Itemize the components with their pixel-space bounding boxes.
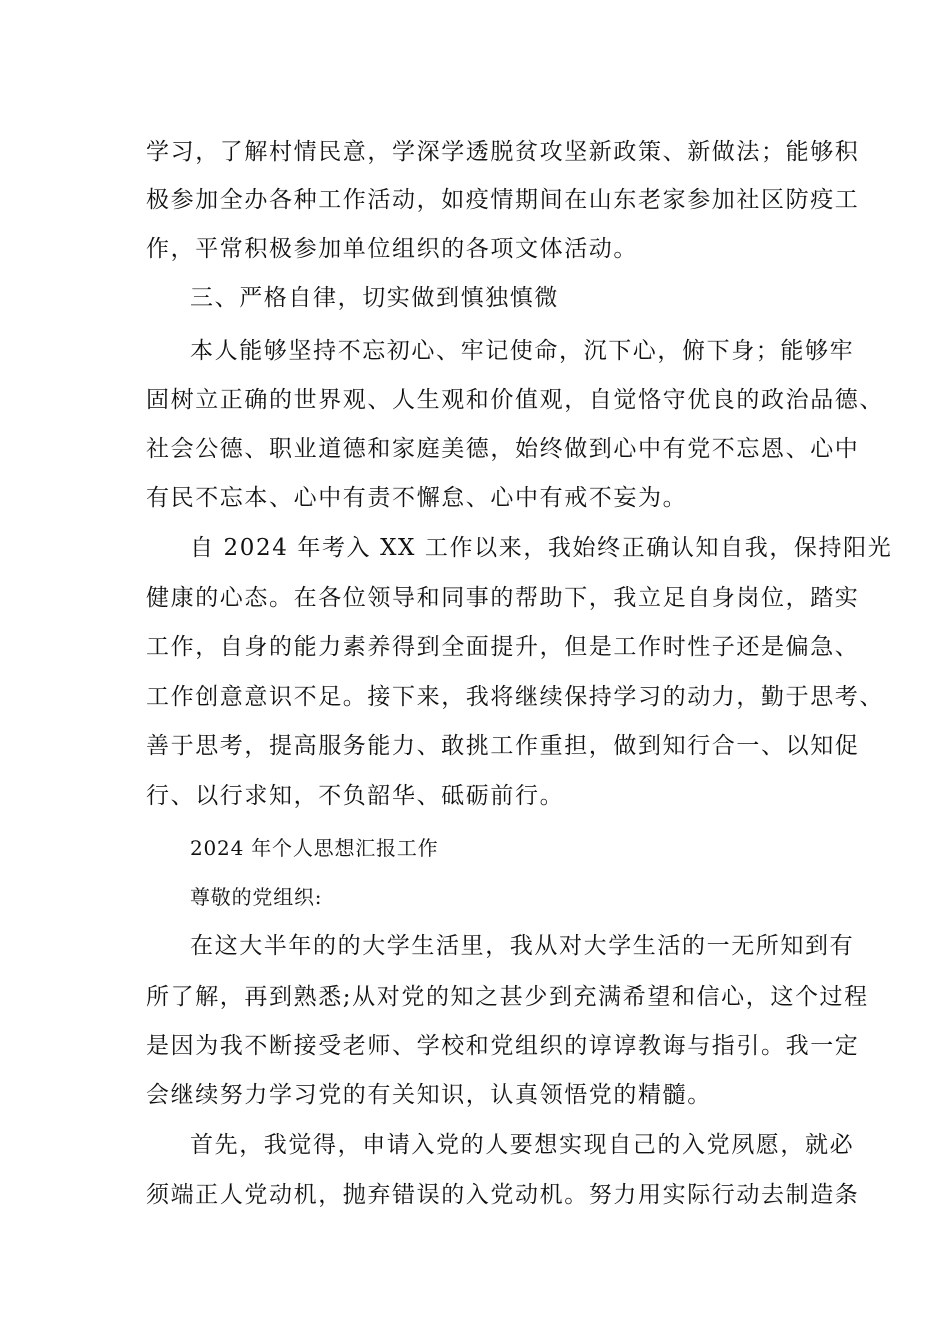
text-line: 是因为我不断接受老师、学校和党组织的谆谆教诲与指引。我一定 bbox=[146, 1033, 860, 1059]
text-line: 自 2024 年考入 XX 工作以来，我始终正确认知自我，保持阳光 bbox=[190, 535, 893, 561]
text-line: 固树立正确的世界观、人生观和价值观，自觉恪守优良的政治品德、 bbox=[146, 387, 884, 413]
text-line: 有民不忘本、心中有责不懈怠、心中有戒不妄为。 bbox=[146, 485, 688, 511]
text-line: 所了解，再到熟悉;从对党的知之甚少到充满希望和信心，这个过程 bbox=[146, 984, 869, 1010]
text-line: 须端正人党动机，抛弃错误的入党动机。努力用实际行动去制造条 bbox=[146, 1182, 860, 1208]
text-line: 健康的心态。在各位领导和同事的帮助下，我立足自身岗位，踏实 bbox=[146, 585, 860, 611]
text-line: 首先，我觉得，申请入党的人要想实现自己的入党夙愿，就必 bbox=[190, 1132, 855, 1158]
text-line: 在这大半年的的大学生活里，我从对大学生活的一无所知到有 bbox=[190, 933, 855, 959]
text-line: 工作，自身的能力素养得到全面提升，但是工作时性子还是偏急、 bbox=[146, 634, 860, 660]
text-line: 善于思考，提高服务能力、敢挑工作重担，做到知行合一、以知促 bbox=[146, 733, 860, 759]
text-line: 会继续努力学习党的有关知识，认真领悟党的精髓。 bbox=[146, 1082, 712, 1108]
section-heading: 三、严格自律，切实做到慎独慎微 bbox=[190, 285, 559, 311]
text-line: 作，平常积极参加单位组织的各项文体活动。 bbox=[146, 236, 638, 262]
salutation: 尊敬的党组织: bbox=[190, 885, 323, 909]
text-line: 本人能够坚持不忘初心、牢记使命，沉下心，俯下身；能够牢 bbox=[190, 338, 855, 364]
text-line: 学习，了解村情民意，学深学透脱贫攻坚新政策、新做法；能够积 bbox=[146, 139, 860, 165]
text-line: 极参加全办各种工作活动，如疫情期间在山东老家参加社区防疫工 bbox=[146, 187, 860, 213]
text-line: 工作创意意识不足。接下来，我将继续保持学习的动力，勤于思考、 bbox=[146, 684, 884, 710]
section-title: 2024 年个人思想汇报工作 bbox=[190, 836, 439, 860]
text-line: 行、以行求知，不负韶华、砥砺前行。 bbox=[146, 783, 565, 809]
text-line: 社会公德、职业道德和家庭美德，始终做到心中有党不忘恩、心中 bbox=[146, 436, 860, 462]
